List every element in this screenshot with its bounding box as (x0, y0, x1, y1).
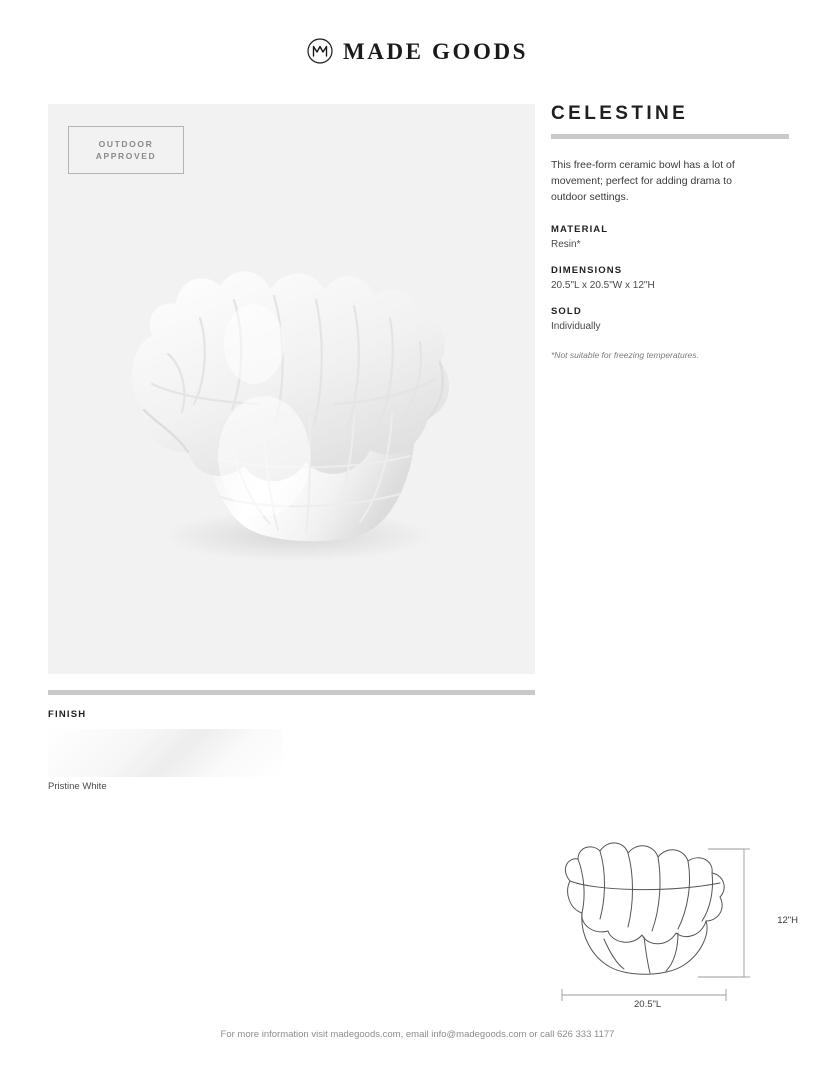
footer-contact: For more information visit madegoods.com, email info@madegoods.com or call 626 333 1177 (220, 1029, 615, 1040)
finish-swatch[interactable] (48, 729, 283, 777)
made-goods-monogram-icon (307, 38, 333, 64)
product-description: This free-form ceramic bowl has a lot of movement; perfect for adding drama to outdoor settings. (551, 158, 735, 204)
title-divider (551, 134, 789, 139)
dimension-height-label: 12"H (777, 915, 798, 926)
product-photo (48, 104, 535, 674)
dimension-diagram (548, 835, 798, 1015)
product-info (551, 104, 789, 360)
material-label: MATERIAL (551, 223, 609, 235)
dimension-width-label: 20.5"L (634, 999, 662, 1010)
finish-swatch-name: Pristine White (48, 781, 107, 792)
brand-header (0, 38, 835, 64)
product-image-panel (48, 104, 535, 674)
material-value: Resin* (551, 238, 581, 250)
dimensions-label: DIMENSIONS (551, 264, 623, 276)
finish-section-label: FINISH (48, 709, 87, 720)
sold-label: SOLD (551, 305, 582, 317)
page-title: CELESTINE (551, 103, 689, 124)
badge-line-2: APPROVED (95, 150, 157, 161)
outdoor-approved-badge (68, 126, 184, 174)
dimensions-value: 20.5"L x 20.5"W x 12"H (551, 279, 655, 291)
product-footnote: *Not suitable for freezing temperatures. (551, 349, 699, 360)
finish-divider (48, 690, 535, 695)
badge-line-1: OUTDOOR (98, 139, 154, 149)
sold-value: Individually (551, 320, 601, 332)
brand-name: MADE GOODS (342, 38, 529, 64)
